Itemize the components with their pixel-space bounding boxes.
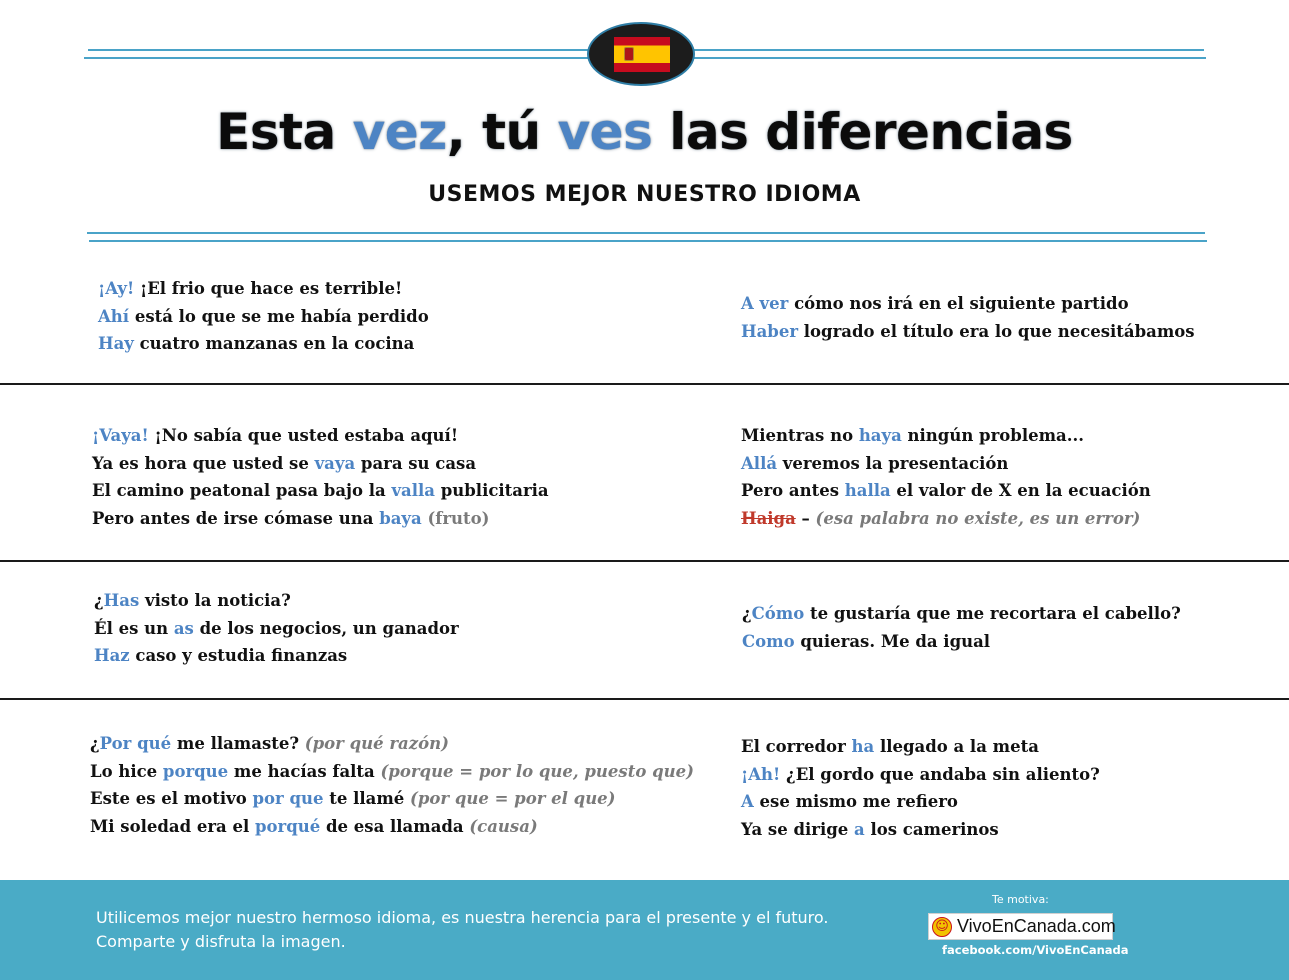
example-sentence: [741, 816, 1100, 844]
sentence-text: de esa llamada: [320, 816, 470, 836]
highlighted-word: A: [741, 792, 754, 811]
page-title: Esta vez, tú ves las diferencias: [216, 103, 1073, 161]
sentence-text: Este es el motivo: [90, 789, 253, 808]
footer-line-1: Utilicemos mejor nuestro hermoso idioma, es nuestra herencia para el presente y el futuro.: [96, 908, 829, 927]
sentence-text: Mientras no: [741, 426, 859, 445]
example-sentence: [90, 813, 694, 841]
highlighted-word: valla: [391, 481, 435, 500]
sentence-text: me hacías falta: [228, 761, 381, 781]
example-sentence: [741, 505, 1151, 533]
example-sentence: [741, 422, 1151, 450]
example-sentence: [94, 642, 459, 670]
example-sentence: [742, 600, 1181, 628]
highlighted-word: porqué: [254, 816, 321, 836]
sentence-text: cuatro manzanas en la cocina: [133, 334, 415, 353]
highlighted-word: Haber: [741, 321, 799, 341]
example-sentence: [92, 422, 549, 450]
example-sentence: [92, 505, 549, 533]
example-sentence: [741, 290, 1195, 318]
sentence-text: publicitaria: [434, 481, 549, 500]
footer-banner: [0, 880, 1289, 980]
explanatory-note: (esa palabra no existe, es un error): [815, 508, 1141, 528]
explanatory-note: (fruto): [421, 508, 490, 528]
example-sentence: [90, 730, 694, 758]
explanatory-note: (porque = por lo que, puesto que): [380, 761, 694, 781]
example-sentence: [741, 318, 1195, 346]
sentence-text: llegado a la meta: [874, 737, 1039, 756]
spain-flag-icon: [614, 37, 670, 72]
header-rule-bottom-1: [87, 232, 1205, 234]
example-sentence: [741, 733, 1100, 761]
section-3-left-examples: [94, 587, 459, 670]
example-sentence: [92, 450, 549, 478]
sentence-text: caso y estudia finanzas: [129, 646, 348, 665]
sentence-text: quieras. Me da igual: [794, 631, 991, 651]
sentence-text: Él es un: [94, 618, 174, 638]
sentence-text: El corredor: [741, 737, 852, 756]
example-sentence: [98, 303, 429, 331]
footer-line-2: Comparte y disfruta la imagen.: [96, 932, 346, 951]
highlighted-word: as: [173, 618, 194, 638]
example-sentence: [741, 788, 1100, 816]
highlighted-word: por que: [252, 789, 324, 808]
sentence-text: Pero antes: [741, 481, 845, 500]
highlighted-word: ¡Ay!: [98, 279, 135, 298]
sentence-text: Pero antes de irse cómase una: [92, 508, 380, 528]
sentence-text: ¿: [94, 591, 104, 610]
sentence-text: –: [795, 508, 816, 528]
highlighted-word: A ver: [741, 294, 789, 313]
section-divider: [0, 560, 1289, 562]
sentence-text: me llamaste?: [171, 734, 305, 753]
highlighted-word: halla: [844, 481, 891, 500]
sentence-text: el valor de X en la ecuación: [890, 481, 1151, 500]
sentence-text: Mi soledad era el: [90, 816, 255, 836]
logo-text: VivoEnCanada.com: [957, 916, 1116, 936]
sentence-text: de los negocios, un ganador: [193, 618, 459, 638]
motiva-label: Te motiva:: [992, 893, 1049, 906]
example-sentence: [741, 761, 1100, 789]
sentence-text: ¡El frio que hace es terrible!: [134, 279, 403, 298]
section-3-right-examples: [742, 600, 1181, 655]
sentence-text: ningún problema...: [901, 426, 1084, 445]
sentence-text: Ya se dirige: [741, 819, 855, 839]
footer-message: [96, 906, 828, 954]
explanatory-note: (por qué razón): [304, 734, 449, 753]
example-sentence: [741, 450, 1151, 478]
sentence-text: logrado el título era lo que necesitábamos: [798, 321, 1195, 341]
highlighted-word: porque: [162, 761, 229, 781]
sentence-text: ese mismo me refiero: [753, 792, 958, 811]
highlighted-word: Por qué: [99, 734, 172, 753]
highlighted-word: Hay: [98, 334, 134, 353]
section-divider: [0, 383, 1289, 385]
section-2-left-examples: [92, 422, 549, 532]
page-subtitle: USEMOS MEJOR NUESTRO IDIOMA: [428, 182, 861, 207]
highlighted-word: ha: [851, 737, 875, 756]
example-sentence: [98, 275, 429, 303]
facebook-link[interactable]: facebook.com/VivoEnCanada: [942, 943, 1129, 957]
explanatory-note: (causa): [469, 816, 538, 836]
sentence-text: Lo hice: [90, 761, 163, 781]
sentence-text: cómo nos irá en el siguiente partido: [788, 294, 1129, 313]
example-sentence: [90, 758, 694, 786]
highlighted-word: Has: [103, 591, 140, 610]
highlighted-word: haya: [858, 426, 902, 445]
sentence-text: te gustaría que me recortara el cabello?: [804, 604, 1181, 623]
highlighted-word: ¡Vaya!: [92, 426, 149, 445]
header-rule-bottom-2: [89, 240, 1207, 242]
sentence-text: ¿: [90, 734, 100, 753]
example-sentence: [742, 628, 1181, 656]
highlighted-word: vaya: [314, 453, 356, 473]
highlighted-word: Ahí: [98, 306, 130, 326]
sentence-text: te llamé: [323, 789, 411, 808]
highlighted-word: ¡Ah!: [741, 764, 781, 784]
example-sentence: [98, 330, 429, 358]
incorrect-word: Haiga: [741, 508, 796, 528]
highlighted-word: Allá: [741, 453, 778, 473]
highlighted-word: Haz: [94, 646, 130, 665]
sentence-text: los camerinos: [864, 819, 999, 839]
section-4-right-examples: [741, 733, 1100, 843]
sentence-text: está lo que se me había perdido: [129, 306, 429, 326]
example-sentence: [94, 615, 459, 643]
highlighted-word: Cómo: [751, 604, 805, 623]
sentence-text: veremos la presentación: [777, 453, 1009, 473]
section-1-left-examples: [98, 275, 429, 358]
section-2-right-examples: [741, 422, 1151, 532]
sentence-text: visto la noticia?: [139, 591, 291, 610]
vivoencanada-logo[interactable]: [928, 913, 1116, 940]
sentence-text: El camino peatonal pasa bajo la: [92, 481, 392, 500]
highlighted-word: Como: [742, 631, 795, 651]
sentence-text: Ya es hora que usted se: [92, 453, 315, 473]
sentence-text: para su casa: [355, 453, 477, 473]
sentence-text: ¿: [742, 604, 752, 623]
explanatory-note: (por que = por el que): [410, 789, 616, 808]
section-divider: [0, 698, 1289, 700]
coat-of-arms-icon: [624, 47, 634, 61]
example-sentence: [92, 477, 549, 505]
sentence-text: ¡No sabía que usted estaba aquí!: [148, 426, 459, 445]
highlighted-word: baya: [379, 508, 422, 528]
highlighted-word: a: [854, 819, 865, 839]
section-4-left-examples: [90, 730, 694, 840]
maple-leaf-smiley-icon: ☺: [932, 917, 952, 937]
example-sentence: [741, 477, 1151, 505]
example-sentence: [94, 587, 459, 615]
example-sentence: [90, 785, 694, 813]
section-1-right-examples: [741, 290, 1195, 345]
sentence-text: ¿El gordo que andaba sin aliento?: [780, 764, 1100, 784]
